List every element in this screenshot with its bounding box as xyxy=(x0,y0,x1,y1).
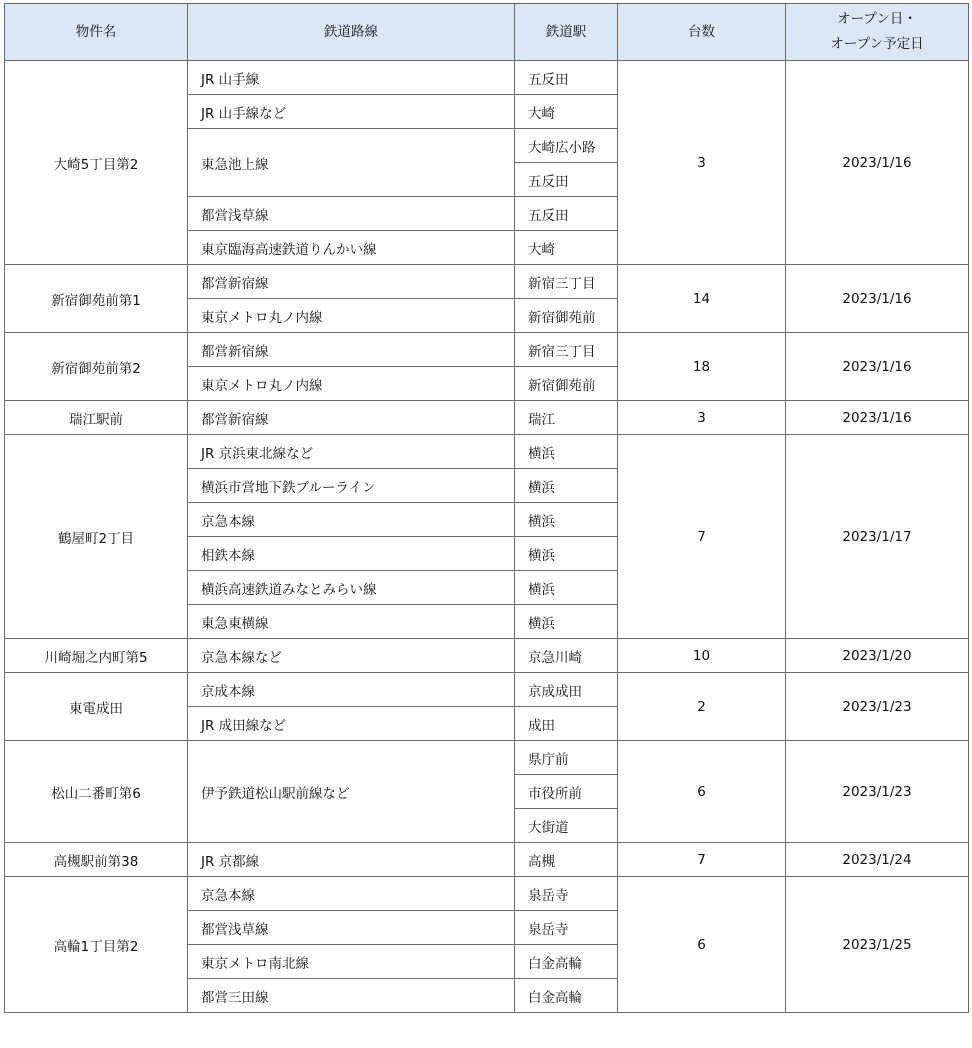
station-cell: 大街道 xyxy=(515,809,618,843)
table-row xyxy=(5,333,969,367)
property-name-cell: 高輪1丁目第2 xyxy=(5,877,188,1013)
railway-line-cell: 京成本線 xyxy=(188,673,515,707)
count-cell: 14 xyxy=(618,265,786,333)
station-cell: 五反田 xyxy=(515,61,618,95)
railway-line-cell: 都営新宿線 xyxy=(188,265,515,299)
property-name-cell: 高槻駅前第38 xyxy=(5,843,188,877)
station-cell: 横浜 xyxy=(515,571,618,605)
property-name-cell: 川崎堀之内町第5 xyxy=(5,639,188,673)
table-row xyxy=(5,61,969,95)
station-cell: 横浜 xyxy=(515,503,618,537)
station-cell: 大崎広小路 xyxy=(515,129,618,163)
table-row xyxy=(5,673,969,707)
open-date-cell: 2023/1/16 xyxy=(786,61,969,265)
table-body xyxy=(5,61,969,1013)
count-cell: 3 xyxy=(618,401,786,435)
table-row xyxy=(5,401,969,435)
railway-line-cell: 都営三田線 xyxy=(188,979,515,1013)
railway-line-cell: 京急本線 xyxy=(188,503,515,537)
railway-line-cell: 京急本線 xyxy=(188,877,515,911)
station-cell: 泉岳寺 xyxy=(515,911,618,945)
station-cell: 白金高輪 xyxy=(515,979,618,1013)
open-date-cell: 2023/1/20 xyxy=(786,639,969,673)
railway-line-cell: 都営新宿線 xyxy=(188,401,515,435)
property-name-cell: 東電成田 xyxy=(5,673,188,741)
railway-line-cell: 都営浅草線 xyxy=(188,197,515,231)
station-cell: 五反田 xyxy=(515,163,618,197)
header-row xyxy=(5,4,969,61)
station-cell: 五反田 xyxy=(515,197,618,231)
table-row xyxy=(5,877,969,911)
railway-line-cell: 都営浅草線 xyxy=(188,911,515,945)
count-cell: 6 xyxy=(618,877,786,1013)
open-date-cell: 2023/1/25 xyxy=(786,877,969,1013)
railway-line-cell: JR 山手線など xyxy=(188,95,515,129)
station-cell: 泉岳寺 xyxy=(515,877,618,911)
railway-line-cell: JR 成田線など xyxy=(188,707,515,741)
count-cell: 2 xyxy=(618,673,786,741)
station-cell: 横浜 xyxy=(515,605,618,639)
table-row xyxy=(5,265,969,299)
railway-line-cell: 東京メトロ南北線 xyxy=(188,945,515,979)
count-cell: 7 xyxy=(618,843,786,877)
count-cell: 6 xyxy=(618,741,786,843)
parking-table-container xyxy=(4,3,969,1013)
header-count: 台数 xyxy=(618,4,786,61)
station-cell: 京急川崎 xyxy=(515,639,618,673)
railway-line-cell: JR 京浜東北線など xyxy=(188,435,515,469)
station-cell: 新宿三丁目 xyxy=(515,265,618,299)
station-cell: 新宿御苑前 xyxy=(515,299,618,333)
railway-line-cell: 京急本線など xyxy=(188,639,515,673)
table-row xyxy=(5,639,969,673)
property-name-cell: 新宿御苑前第1 xyxy=(5,265,188,333)
station-cell: 県庁前 xyxy=(515,741,618,775)
header-open-date xyxy=(786,4,969,61)
station-cell: 新宿御苑前 xyxy=(515,367,618,401)
table-row xyxy=(5,435,969,469)
table-row xyxy=(5,741,969,775)
railway-line-cell: 相鉄本線 xyxy=(188,537,515,571)
station-cell: 瑞江 xyxy=(515,401,618,435)
station-cell: 横浜 xyxy=(515,435,618,469)
station-cell: 大崎 xyxy=(515,231,618,265)
table-row xyxy=(5,843,969,877)
railway-line-cell: 東急池上線 xyxy=(188,129,515,197)
open-date-cell: 2023/1/16 xyxy=(786,401,969,435)
station-cell: 高槻 xyxy=(515,843,618,877)
railway-line-cell: 横浜市営地下鉄ブルーライン xyxy=(188,469,515,503)
open-date-cell: 2023/1/16 xyxy=(786,265,969,333)
railway-line-cell: 東京臨海高速鉄道りんかい線 xyxy=(188,231,515,265)
station-cell: 白金高輪 xyxy=(515,945,618,979)
railway-line-cell: 都営新宿線 xyxy=(188,333,515,367)
station-cell: 横浜 xyxy=(515,537,618,571)
open-date-cell: 2023/1/23 xyxy=(786,741,969,843)
count-cell: 3 xyxy=(618,61,786,265)
station-cell: 大崎 xyxy=(515,95,618,129)
railway-line-cell: 東京メトロ丸ノ内線 xyxy=(188,367,515,401)
open-date-cell: 2023/1/17 xyxy=(786,435,969,639)
header-property-name: 物件名 xyxy=(5,4,188,61)
railway-line-cell: JR 山手線 xyxy=(188,61,515,95)
railway-line-cell: 東京メトロ丸ノ内線 xyxy=(188,299,515,333)
open-date-cell: 2023/1/24 xyxy=(786,843,969,877)
count-cell: 7 xyxy=(618,435,786,639)
parking-table xyxy=(4,3,969,1013)
property-name-cell: 瑞江駅前 xyxy=(5,401,188,435)
station-cell: 成田 xyxy=(515,707,618,741)
station-cell: 新宿三丁目 xyxy=(515,333,618,367)
railway-line-cell: 東急東横線 xyxy=(188,605,515,639)
property-name-cell: 鶴屋町2丁目 xyxy=(5,435,188,639)
station-cell: 横浜 xyxy=(515,469,618,503)
railway-line-cell: JR 京都線 xyxy=(188,843,515,877)
railway-line-cell: 横浜高速鉄道みなとみらい線 xyxy=(188,571,515,605)
station-cell: 市役所前 xyxy=(515,775,618,809)
header-open-date-line1: オープン日・ xyxy=(837,11,917,27)
header-station: 鉄道駅 xyxy=(515,4,618,61)
open-date-cell: 2023/1/23 xyxy=(786,673,969,741)
count-cell: 10 xyxy=(618,639,786,673)
property-name-cell: 松山二番町第6 xyxy=(5,741,188,843)
count-cell: 18 xyxy=(618,333,786,401)
property-name-cell: 新宿御苑前第2 xyxy=(5,333,188,401)
railway-line-cell: 伊予鉄道松山駅前線など xyxy=(188,741,515,843)
property-name-cell: 大崎5丁目第2 xyxy=(5,61,188,265)
header-open-date-line2: オープン予定日 xyxy=(830,36,924,52)
station-cell: 京成成田 xyxy=(515,673,618,707)
header-railway-line: 鉄道路線 xyxy=(188,4,515,61)
open-date-cell: 2023/1/16 xyxy=(786,333,969,401)
